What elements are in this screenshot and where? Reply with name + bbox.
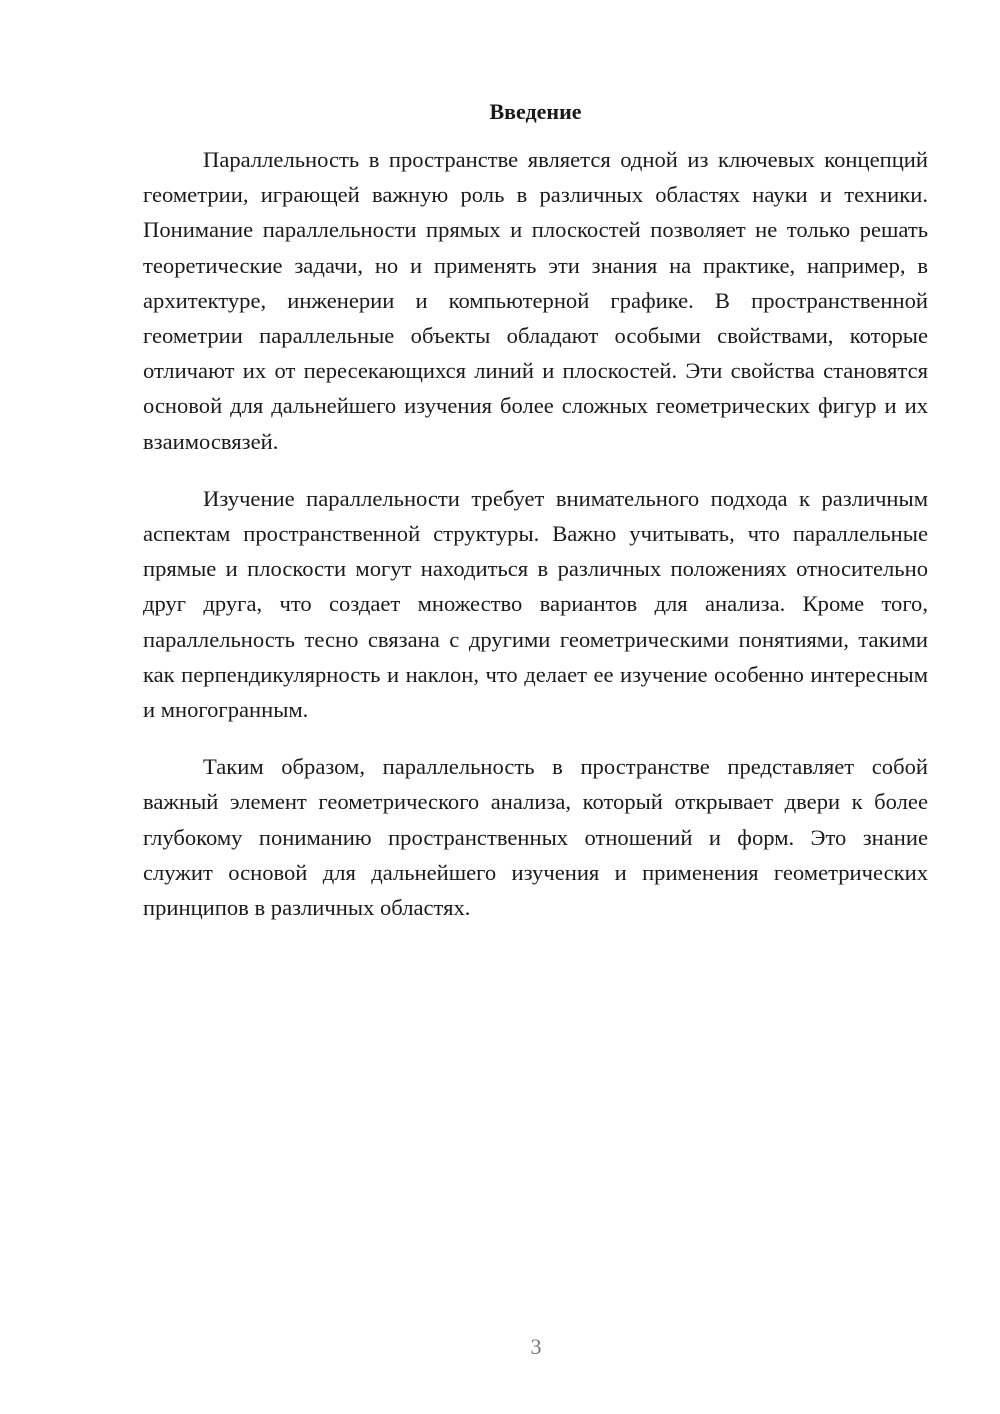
paragraph-1: Параллельность в пространстве является одной из ключевых концепций геометрии, играющей важную роль в различных областях науки и техники. Понимание параллельности прямых и плоскостей позволяет не только решать теоретические задачи, но и применять эти знания на практике, например, в архитектуре, инженерии и компьютерной графике. В пространственной геометрии параллельные объекты обладают особыми свойствами, которые отличают их от пересекающихся линий и плоскостей. Эти свойства становятся основой для дальнейшего изучения более сложных геометрических фигур и их взаимосвязей. [143,147,928,454]
body-text [143,142,928,947]
paragraph-2: Изучение параллельности требует внимательного подхода к различным аспектам пространственной структуры. Важно учитывать, что параллельные прямые и плоскости могут находиться в различных положениях относительно друг друга, что создает множество вариантов для анализа. Кроме того, параллельность тесно связана с другими геометрическими понятиями, такими как перпендикулярность и наклон, что делает ее изучение особенно интересным и многогранным. [143,485,928,723]
paragraph-3: Таким образом, параллельность в пространстве представляет собой важный элемент геометрического анализа, который открывает двери к более глубокому пониманию пространственных отношений и форм. Это знание служит основой для дальнейшего изучения и применения геометрических принципов в различных областях. [143,754,928,921]
page-number: 3 [530,1334,542,1359]
section-title: Введение [489,99,582,124]
